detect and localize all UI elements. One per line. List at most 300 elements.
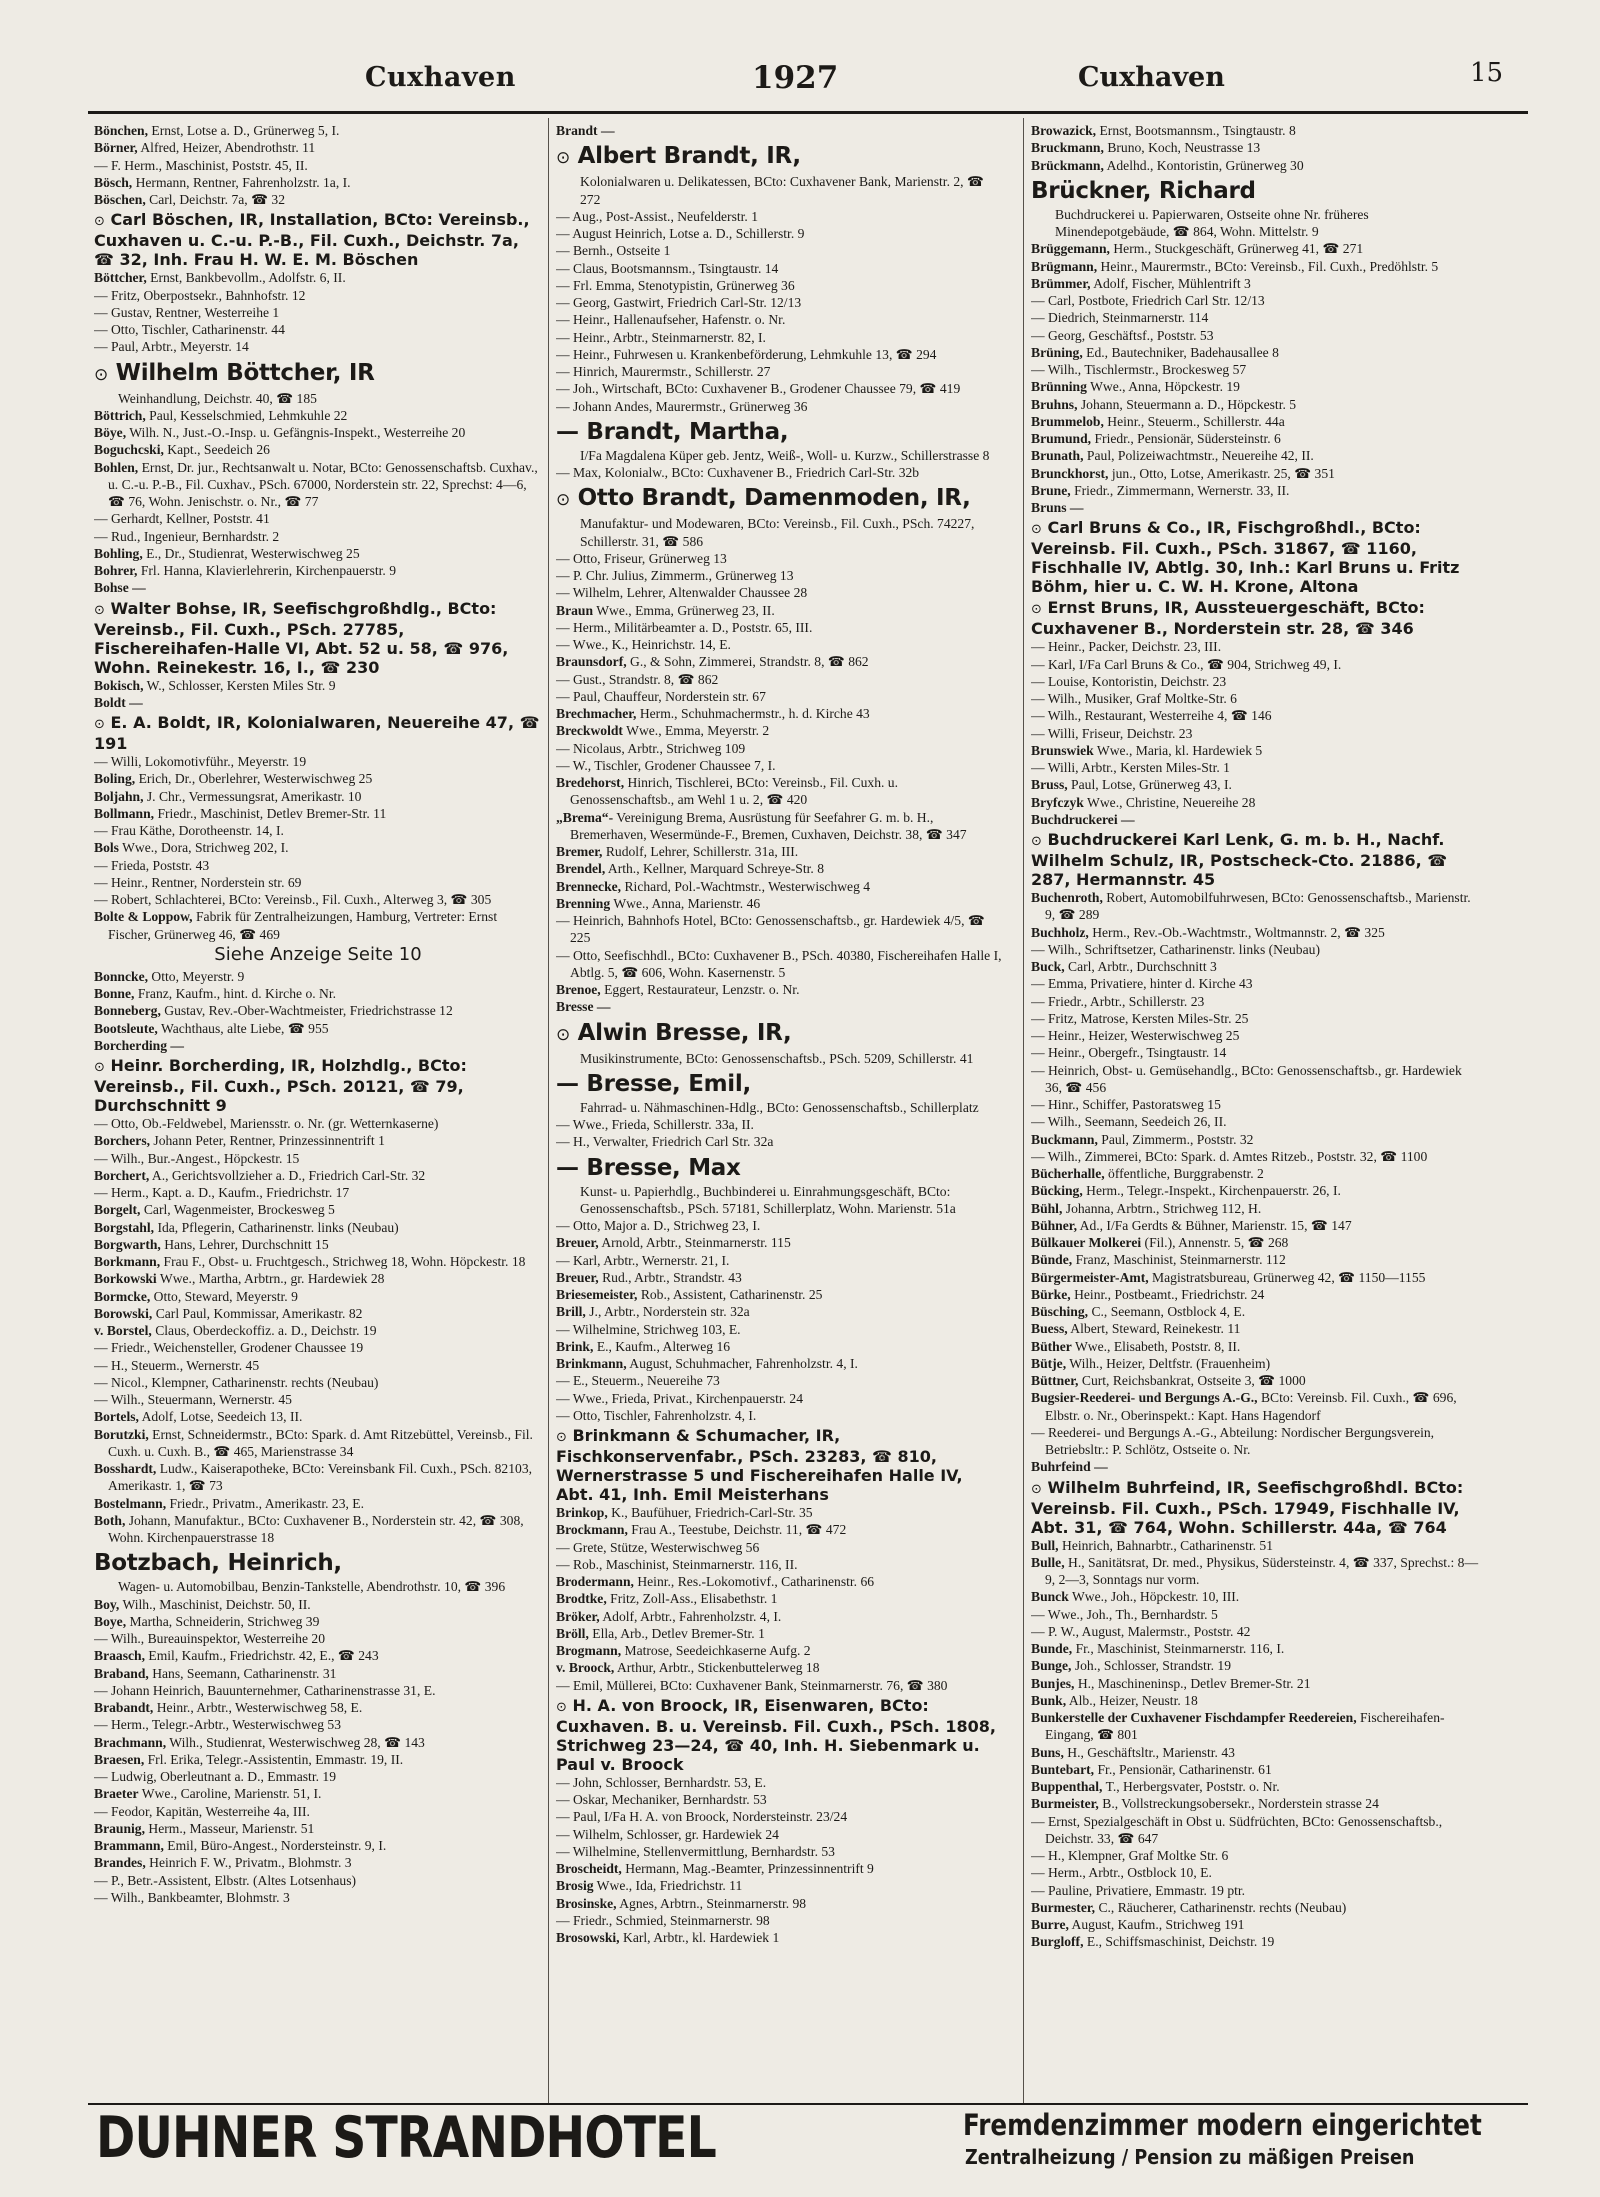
entry-name: Burre, — [1031, 1917, 1069, 1932]
entry-details: — Herm., Arbtr., Ostblock 10, E. — [1031, 1865, 1212, 1881]
entry-detail: Kolonialwaren u. Delikatessen, BCto: Cuxhavener Bank, Marienstr. 2, ☎ 272 — [580, 174, 984, 207]
registered-firm-icon: ⊙ — [94, 1060, 105, 1075]
entry-name: Brüning, — [1031, 344, 1083, 360]
entry-details: Paul, Lotse, Grünerweg 43, I. — [1071, 777, 1232, 793]
directory-entry — [1031, 742, 1479, 759]
directory-entry — [556, 1608, 1004, 1625]
entry-name: Bostelmann, — [94, 1495, 167, 1511]
entry-name: Brabandt, — [94, 1700, 154, 1715]
entry-name: Büsching, — [1031, 1304, 1089, 1319]
entry-details: Johann Peter, Rentner, Prinzessinnentrift 1 — [153, 1133, 385, 1149]
entry-details: Gustav, Rev.-Ober-Wachtmeister, Friedrichstrasse 12 — [164, 1003, 453, 1019]
directory-entry — [94, 1889, 542, 1906]
entry-name: Bönchen, — [94, 123, 149, 138]
entry-details: — Claus, Bootsmannsm., Tsingtaustr. 14 — [556, 260, 779, 276]
directory-entry — [1031, 482, 1479, 499]
entry-details: Alfred, Heizer, Abendrothstr. 11 — [140, 140, 316, 156]
entry-name: Brachmann, — [94, 1734, 167, 1750]
entry-details: Wilh. N., Just.-O.-Insp. u. Gefängnis-Inspekt., Westerreihe 20 — [129, 425, 466, 440]
directory-entry — [556, 1355, 1004, 1372]
entry-detail: Manufaktur- und Modewaren, BCto: Vereinsb., Fil. Cuxh., PSch. 74227, Schillerstr. 31, ☎ 586 — [580, 516, 975, 549]
directory-entry — [1031, 993, 1479, 1010]
entry-details: — Bernh., Ostseite 1 — [556, 243, 671, 259]
entry-details: — Heinr., Rentner, Norderstein str. 69 — [94, 874, 302, 890]
entry-details: — Heinr., Fuhrwesen u. Krankenbeförderung, Lehmkuhle 13, ☎ 294 — [556, 346, 937, 362]
directory-entry — [94, 1630, 542, 1647]
entry-details: Herm., Masseur, Marienstr. 51 — [148, 1820, 315, 1836]
directory-entry — [556, 705, 1004, 722]
entry-details: Fr., Pensionär, Catharinenstr. 61 — [1097, 1761, 1272, 1777]
entry-name: — Brandt, Martha, — [556, 418, 789, 445]
directory-entry — [94, 874, 542, 891]
entry-details: — Otto, Major a. D., Strichweg 23, I. — [556, 1218, 761, 1233]
entry-name: Bohlen, — [94, 459, 139, 475]
entry-name: Böttrich, — [94, 407, 146, 423]
directory-entry — [1031, 1217, 1479, 1234]
business-entry — [556, 485, 1004, 514]
entry-name: Bohse — — [94, 580, 146, 596]
business-entry — [556, 1071, 1004, 1098]
directory-entry — [94, 407, 542, 424]
directory-entry — [1031, 499, 1479, 516]
entry-details: Fr., Maschinist, Steinmarnerstr. 116, I. — [1075, 1641, 1285, 1656]
entry-details: — Wilh., Restaurant, Westerreihe 4, ☎ 146 — [1031, 708, 1272, 724]
directory-entry — [1031, 447, 1479, 464]
entry-details: Herm., Telegr.-Inspekt., Kirchenpauerstr. 26, I. — [1086, 1183, 1341, 1199]
directory-entry — [556, 860, 1004, 877]
entry-details: Wwe., Emma, Meyerstr. 2 — [626, 723, 770, 739]
entry-name: Borgstahl, — [94, 1219, 155, 1235]
entry-details: jun., Otto, Lotse, Amerikastr. 25, ☎ 351 — [1111, 465, 1335, 481]
directory-entry — [1031, 1458, 1479, 1475]
entry-name: Buckmann, — [1031, 1131, 1098, 1147]
entry-details: Wwe., Christine, Neuereihe 28 — [1087, 794, 1256, 810]
directory-entry — [1031, 361, 1479, 378]
directory-entry — [556, 1625, 1004, 1642]
entry-details: IR, Postscheck-Cto. 21886, ☎ 287, Hermannstr. 45 — [1031, 851, 1448, 889]
entry-details: IR, Fischkonservenfabr., PSch. 23283, ☎ 810, Wernerstrasse 5 und Fischereihafen Halle IV, Abt. 41, Inh. Emil Meisterhans — [556, 1426, 963, 1504]
registered-firm-icon: ⊙ — [94, 602, 105, 618]
entry-details: Johann, Manufaktur., BCto: Cuxhavener B., Norderstein str. 42, ☎ 308, Wohn. Kirchenpauerstrasse 18 — [108, 1512, 524, 1545]
directory-entry — [556, 1390, 1004, 1407]
directory-entry — [94, 1020, 542, 1037]
directory-entry — [1031, 638, 1479, 655]
entry-details: E., Schiffsmaschinist, Deichstr. 19 — [1086, 1934, 1275, 1950]
entry-name: Brechmacher, — [556, 706, 637, 721]
directory-entry — [1031, 465, 1479, 482]
registered-firm-icon: ⊙ — [94, 717, 105, 732]
page-header — [80, 58, 1520, 106]
entry-details: Joh., Schlosser, Strandstr. 19 — [1074, 1658, 1231, 1674]
column-divider — [1023, 118, 1024, 2103]
directory-entry — [1031, 924, 1479, 941]
directory-entry — [94, 891, 542, 908]
directory-entry — [1031, 941, 1479, 958]
directory-entry — [1031, 1355, 1479, 1372]
directory-entry — [1031, 1640, 1479, 1657]
directory-entry — [556, 1338, 1004, 1355]
entry-name: Brumund, — [1031, 431, 1092, 446]
directory-entry — [556, 1929, 1004, 1946]
entry-name: Albert Brandt, — [577, 143, 759, 170]
entry-details: — Wilh., Zimmerei, BCto: Spark. d. Amtes Ritzeb., Poststr. 32, ☎ 1100 — [1031, 1148, 1428, 1164]
directory-entry — [94, 1288, 542, 1305]
directory-entry — [556, 329, 1004, 346]
directory-entry — [556, 809, 1004, 844]
entry-details: Rob., Assistent, Catharinenstr. 25 — [640, 1287, 823, 1302]
directory-entry — [94, 788, 542, 805]
entry-name: Braeter — [94, 1786, 139, 1802]
directory-entry — [94, 1236, 542, 1253]
directory-entry — [556, 242, 1004, 259]
directory-entry — [556, 1539, 1004, 1556]
entry-name: Brosinske, — [556, 1895, 617, 1911]
entry-name: Ernst Bruns, — [1047, 598, 1159, 618]
directory-entry — [1031, 413, 1479, 430]
entry-name: Buhrfeind — — [1031, 1459, 1108, 1475]
entry-name: Boljahn, — [94, 788, 144, 804]
entry-name: Wilhelm Böttcher, — [115, 359, 342, 386]
directory-entry — [1031, 309, 1479, 326]
directory-entry — [94, 1270, 542, 1287]
directory-entry — [94, 1219, 542, 1236]
entry-details: Frl. Hanna, Klavierlehrerin, Kirchenpauerstr. 9 — [140, 563, 397, 578]
entry-details: Paul, Polizeiwachtmstr., Neuereihe 42, II. — [1086, 448, 1314, 464]
directory-entry — [556, 1234, 1004, 1251]
entry-name: Bunge, — [1031, 1658, 1072, 1674]
directory-entry — [1031, 1899, 1479, 1916]
directory-entry — [1031, 275, 1479, 292]
entry-details: Carl, Arbtr., Durchschnitt 3 — [1068, 959, 1217, 974]
directory-entry — [94, 1253, 542, 1270]
entry-details: Eggert, Restaurateur, Lenzstr. o. Nr. — [604, 982, 800, 997]
entry-name: Breckwoldt — [556, 723, 623, 739]
entry-name: Brümmer, — [1031, 275, 1091, 291]
directory-entry — [1031, 958, 1479, 975]
entry-details: — Ernst, Spezialgeschäft in Obst u. Südfrüchten, BCto: Genossenschaftsb., Deichstr. 33, ☎ 647 — [1031, 1813, 1443, 1846]
directory-entry — [556, 895, 1004, 912]
entry-details: Rud., Arbtr., Strandstr. 43 — [602, 1269, 742, 1285]
directory-entry — [556, 740, 1004, 757]
directory-entry — [556, 1556, 1004, 1573]
entry-details: — John, Schlosser, Bernhardstr. 53, E. — [556, 1774, 767, 1790]
entry-details: C., Räucherer, Catharinenstr. rechts (Neubau) — [1098, 1899, 1347, 1915]
business-entry — [1031, 518, 1479, 596]
entry-details: — Wilh., Bureauinspektor, Westerreihe 20 — [94, 1631, 325, 1646]
entry-name: Braband, — [94, 1665, 149, 1681]
entry-details: — Oskar, Mechaniker, Bernhardstr. 53 — [556, 1792, 767, 1807]
directory-entry — [556, 1895, 1004, 1912]
directory-entry — [94, 1357, 542, 1374]
entry-details: Otto, Meyerstr. 9 — [151, 968, 245, 984]
directory-column-3 — [1031, 122, 1479, 2100]
entry-name: Braun — [556, 602, 594, 618]
directory-entry — [94, 459, 542, 511]
entry-details: Martha, Schneiderin, Strichweg 39 — [129, 1613, 320, 1629]
directory-entry — [1031, 1424, 1479, 1459]
business-entry — [556, 1696, 1004, 1774]
directory-entry — [1031, 327, 1479, 344]
entry-name: E. A. Boldt, — [110, 713, 212, 732]
directory-column-1 — [94, 122, 542, 2100]
entry-details: — Nicol., Klempner, Catharinenstr. rechts (Neubau) — [94, 1374, 379, 1390]
entry-name: Bütje, — [1031, 1355, 1067, 1371]
business-entry — [556, 419, 1004, 446]
directory-entry — [556, 947, 1004, 982]
entry-details: Adelhd., Kontoristin, Grünerweg 30 — [1106, 157, 1304, 173]
entry-details: Fritz, Zoll-Ass., Elisabethstr. 1 — [610, 1591, 778, 1607]
entry-name: Böschen, — [94, 192, 146, 207]
entry-details: G., & Sohn, Zimmerei, Strandstr. 8, ☎ 862 — [630, 654, 869, 670]
directory-entry — [556, 757, 1004, 774]
registered-firm-icon: ⊙ — [556, 148, 570, 169]
entry-details: Wachthaus, alte Liebe, ☎ 955 — [160, 1020, 329, 1036]
directory-entry — [556, 1843, 1004, 1860]
entry-details: Wilh., Maschinist, Deichstr. 50, II. — [122, 1596, 311, 1612]
entry-details: — Otto, Seefischhdl., BCto: Cuxhavener B., PSch. 40380, Fischereihafen Halle I, Abtlg. 5, ☎ 606, Wohn. Kasernenstr. 5 — [556, 947, 1002, 980]
business-entry — [94, 210, 542, 269]
entry-details: C., Seemann, Ostblock 4, E. — [1091, 1304, 1246, 1319]
entry-details: Hinrich, Tischlerei, BCto: Vereinsb., Fil. Cuxh. u. Genossenschaftsb., am Wehl 1 u. 2, ☎ 420 — [570, 775, 898, 808]
directory-entry — [556, 1269, 1004, 1286]
directory-entry — [1031, 776, 1479, 793]
entry-name: Bohling, — [94, 545, 143, 561]
entry-name: Bortels, — [94, 1409, 139, 1425]
directory-entry — [94, 545, 542, 562]
directory-entry — [94, 805, 542, 822]
entry-name: Boy, — [94, 1596, 120, 1612]
entry-details: — Wilhelm, Schlosser, gr. Hardewiek 24 — [556, 1826, 779, 1842]
entry-details: — Paul, Arbtr., Meyerstr. 14 — [94, 339, 249, 355]
entry-details: Wwe., Martha, Arbtrn., gr. Hardewiek 28 — [159, 1271, 385, 1287]
business-entry — [94, 1056, 542, 1115]
directory-entry — [94, 1647, 542, 1664]
entry-details: — Pauline, Privatiere, Emmastr. 19 ptr. — [1031, 1882, 1246, 1898]
directory-entry — [1031, 1113, 1479, 1130]
directory-entry — [94, 1734, 542, 1751]
entry-details: — H., Steuerm., Wernerstr. 45 — [94, 1357, 260, 1373]
entry-name: Burgloff, — [1031, 1934, 1084, 1950]
header-town-right: Cuxhaven — [1078, 62, 1225, 93]
entry-name: Braesen, — [94, 1751, 145, 1767]
entry-details: Wwe., Elisabeth, Poststr. 8, II. — [1074, 1338, 1241, 1354]
entry-name: Bremer, — [556, 844, 603, 859]
entry-details: Herm., Stuckgeschäft, Grünerweg 41, ☎ 271 — [1113, 241, 1364, 257]
entry-name: Brill, — [556, 1304, 586, 1320]
entry-name: Borutzki, — [94, 1426, 149, 1442]
directory-entry — [556, 1521, 1004, 1538]
entry-details: — Gerhardt, Kellner, Poststr. 41 — [94, 511, 270, 527]
entry-details: Adolf, Lotse, Seedeich 13, II. — [141, 1409, 303, 1425]
entry-details: — Heinr., Heizer, Westerwischweg 25 — [1031, 1028, 1240, 1043]
directory-entry — [556, 208, 1004, 225]
entry-name: — Bresse, Emil, — [556, 1070, 751, 1097]
entry-details: IR, Eisenwaren, BCto: Cuxhaven. B. u. Vereinsb. Fil. Cuxh., PSch. 1808, Strichweg 23—24, ☎ 40, Inh. H. Siebenmark u. Paul v. Broock — [556, 1695, 996, 1774]
directory-entry — [94, 191, 542, 208]
directory-entry — [1031, 1847, 1479, 1864]
directory-entry — [1031, 1692, 1479, 1709]
entry-details: IR, Fischgroßhdl., BCto: Vereinsb. Fil. Cuxh., PSch. 31867, ☎ 1160, Fischhalle IV, Abtlg. 30, Inh.: Karl Bruns u. Fritz Böhm, hier u. C. W. H. Krone, Altona — [1031, 518, 1460, 597]
directory-entry — [94, 1785, 542, 1802]
entry-details: — Joh., Wirtschaft, BCto: Cuxhavener B., Grodener Chaussee 79, ☎ 419 — [556, 381, 961, 397]
directory-entry — [94, 770, 542, 787]
directory-entry — [556, 998, 1004, 1015]
directory-entry — [1031, 1623, 1479, 1640]
directory-entry — [1031, 1795, 1479, 1812]
entry-details: — Otto, Friseur, Grünerweg 13 — [556, 550, 727, 566]
entry-details: — Herm., Militärbeamter a. D., Poststr. 65, III. — [556, 619, 813, 635]
entry-name: Brodtke, — [556, 1591, 607, 1607]
directory-entry — [94, 1495, 542, 1512]
entry-details: — Ludwig, Oberleutnant a. D., Emmastr. 19 — [94, 1769, 336, 1784]
entry-details: — Heinr., Obergefr., Tsingtaustr. 14 — [1031, 1045, 1227, 1061]
entry-details: Friedr., Maschinist, Detlev Bremer-Str. 11 — [157, 805, 387, 821]
directory-entry — [1031, 1606, 1479, 1623]
business-entry — [94, 713, 542, 753]
entry-name: Brandt — — [556, 123, 615, 138]
entry-details: Karl, Arbtr., kl. Hardewiek 1 — [623, 1930, 780, 1945]
entry-details: Emil, Büro-Angest., Nordersteinstr. 9, I. — [167, 1838, 387, 1853]
entry-name: Brunath, — [1031, 448, 1084, 464]
entry-details: Adolf, Fischer, Mühlentrift 3 — [1093, 275, 1251, 291]
entry-name: Breuer, — [556, 1235, 599, 1251]
directory-entry — [94, 839, 542, 856]
entry-details: J., Arbtr., Norderstein str. 32a — [589, 1304, 750, 1320]
registered-firm-icon: ⊙ — [94, 214, 105, 230]
directory-entry — [94, 1803, 542, 1820]
directory-entry — [94, 1374, 542, 1391]
directory-entry — [94, 424, 542, 441]
directory-entry — [556, 1133, 1004, 1150]
entry-details: Paul, Zimmerm., Poststr. 32 — [1101, 1131, 1254, 1147]
entry-details: Hans, Lehrer, Durchschnitt 15 — [164, 1236, 329, 1252]
entry-details: — Heinr., Packer, Deichstr. 23, III. — [1031, 639, 1222, 655]
directory-entry — [1031, 725, 1479, 742]
header-year: 1927 — [752, 60, 839, 96]
directory-entry — [556, 225, 1004, 242]
entry-details: B., Vollstreckungsobersekr., Norderstein strasse 24 — [1102, 1796, 1379, 1812]
entry-details: — Frau Käthe, Dorotheenstr. 14, I. — [94, 823, 284, 838]
entry-details: Ad., I/Fa Gerdts & Bühner, Marienstr. 15, ☎ 147 — [1079, 1217, 1352, 1233]
entry-name: Bollmann, — [94, 805, 155, 821]
entry-detail: Fahrrad- u. Nähmaschinen-Hdlg., BCto: Genossenschaftsb., Schillerplatz — [580, 1099, 979, 1115]
directory-entry — [1031, 1372, 1479, 1389]
entry-detail: Wagen- u. Automobilbau, Benzin-Tankstelle, Abendrothstr. 10, ☎ 396 — [118, 1579, 506, 1595]
entry-details: — Frl. Emma, Stenotypistin, Grünerweg 36 — [556, 277, 795, 293]
entry-details: IR, Installation, BCto: Vereinsb., Cuxhaven u. C.-u. P.-B., Fil. Cuxh., Deichstr. 7a, ☎ 32, Inh. Frau H. W. E. M. Böschen — [94, 210, 530, 270]
entry-details: — Wilhelmine, Strichweg 103, E. — [556, 1321, 741, 1337]
directory-entry — [94, 139, 542, 156]
directory-entry — [1031, 1709, 1479, 1744]
entry-details: Frl. Erika, Telegr.-Assistentin, Emmastr. 19, II. — [147, 1751, 404, 1767]
entry-name: Braunig, — [94, 1820, 145, 1836]
entry-name: Burmester, — [1031, 1899, 1096, 1915]
entry-details: Wwe., Maria, kl. Hardewiek 5 — [1096, 742, 1263, 758]
entry-details: — Wwe., Frieda, Privat., Kirchenpauerstr. 24 — [556, 1390, 804, 1406]
entry-name: Büther — [1031, 1338, 1072, 1354]
registered-firm-icon: ⊙ — [1031, 1481, 1042, 1497]
entry-details: IR, — [756, 1019, 792, 1046]
entry-name: Borowski, — [94, 1305, 153, 1321]
directory-entry — [94, 857, 542, 874]
entry-name: Brünning — [1031, 379, 1087, 395]
entry-details: Hermann, Mag.-Beamter, Prinzessinnentrift 9 — [625, 1861, 874, 1876]
directory-entry — [1031, 122, 1479, 139]
directory-entry — [556, 550, 1004, 567]
entry-details: — Wilh., Schriftsetzer, Catharinenstr. links (Neubau) — [1031, 941, 1320, 957]
entry-name: Bruns — — [1031, 500, 1084, 515]
directory-entry — [1031, 1554, 1479, 1589]
entry-detail: Buchdruckerei u. Papierwaren, Ostseite ohne Nr. früheres Minendepotgebäude, ☎ 864, Wohn. Mittelstr. 9 — [1055, 206, 1369, 239]
entry-name: Bonne, — [94, 986, 135, 1001]
directory-entry — [94, 1305, 542, 1322]
entry-details: — Frieda, Poststr. 43 — [94, 857, 210, 873]
directory-entry — [1031, 1389, 1479, 1424]
entry-name: Bruckmann, — [1031, 140, 1104, 156]
entry-details: Carl Paul, Kommissar, Amerikastr. 82 — [155, 1305, 363, 1321]
entry-details: — August Heinrich, Lotse a. D., Schillerstr. 9 — [556, 226, 805, 241]
entry-details: (Fil.), Annenstr. 5, ☎ 268 — [1144, 1235, 1289, 1250]
entry-details: Wwe., Ida, Friedrichstr. 11 — [596, 1878, 743, 1894]
entry-name: Bröker, — [556, 1608, 600, 1624]
entry-details: Johanna, Arbtrn., Strichweg 112, H. — [1065, 1200, 1262, 1216]
entry-name: H. A. von Broock, — [572, 1695, 729, 1715]
directory-entry — [94, 677, 542, 694]
entry-details: H., Geschäftsltr., Marienstr. 43 — [1067, 1744, 1235, 1760]
directory-entry — [94, 1408, 542, 1425]
entry-details: August, Kaufm., Strichweg 191 — [1071, 1917, 1245, 1932]
directory-entry — [1031, 1537, 1479, 1554]
entry-details: — Grete, Stütze, Westerwischweg 56 — [556, 1539, 760, 1555]
entry-details: — Hinrich, Maurermstr., Schillerstr. 27 — [556, 364, 771, 379]
entry-details: H., Maschineninsp., Detlev Bremer-Str. 21 — [1077, 1675, 1311, 1691]
business-entry — [1031, 598, 1479, 638]
directory-entry — [556, 981, 1004, 998]
entry-details: — Emma, Privatiere, hinter d. Kirche 43 — [1031, 976, 1253, 992]
entry-details: Wwe., Dora, Strichweg 202, I. — [122, 840, 289, 856]
entry-details: Carl, Deichstr. 7a, ☎ 32 — [149, 192, 286, 207]
directory-entry — [1031, 811, 1479, 828]
entry-details: K., Baufühuer, Friedrich-Carl-Str. 35 — [611, 1505, 813, 1520]
entry-name: Bunde, — [1031, 1641, 1073, 1656]
entry-details: — E., Steuerm., Neuereihe 73 — [556, 1373, 720, 1389]
directory-entry — [1031, 1675, 1479, 1692]
entry-name: Bröll, — [556, 1625, 589, 1641]
entry-name: Briesemeister, — [556, 1287, 638, 1302]
directory-entry — [1031, 673, 1479, 690]
entry-details: — Friedr., Schmied, Steinmarnerstr. 98 — [556, 1912, 770, 1928]
entry-name: Boye, — [94, 1613, 127, 1629]
entry-details: Ernst, Bankbevollm., Adolfstr. 6, II. — [150, 270, 346, 286]
directory-entry — [1031, 344, 1479, 361]
business-entry — [556, 143, 1004, 172]
entry-name: Bokisch, — [94, 677, 144, 693]
entry-details: E., Dr., Studienrat, Westerwischweg 25 — [146, 545, 360, 561]
entry-name: Heinr. Borcherding, — [110, 1056, 286, 1075]
directory-entry — [1031, 1588, 1479, 1605]
directory-entry — [94, 338, 542, 355]
directory-entry — [94, 528, 542, 545]
entry-details: IR, Kolonialwaren, Neuereihe 47, ☎ 191 — [94, 713, 540, 753]
directory-entry — [1031, 1131, 1479, 1148]
business-entry — [556, 1020, 1004, 1049]
entry-details: — Gustav, Rentner, Westerreihe 1 — [94, 304, 280, 320]
entry-name: — Bresse, Max — [556, 1154, 741, 1181]
directory-entry — [1031, 889, 1479, 924]
entry-name: Boldt — — [94, 694, 143, 710]
entry-details: Claus, Oberdeckoffiz. a. D., Deichstr. 19 — [155, 1323, 377, 1338]
directory-entry — [94, 1460, 542, 1495]
